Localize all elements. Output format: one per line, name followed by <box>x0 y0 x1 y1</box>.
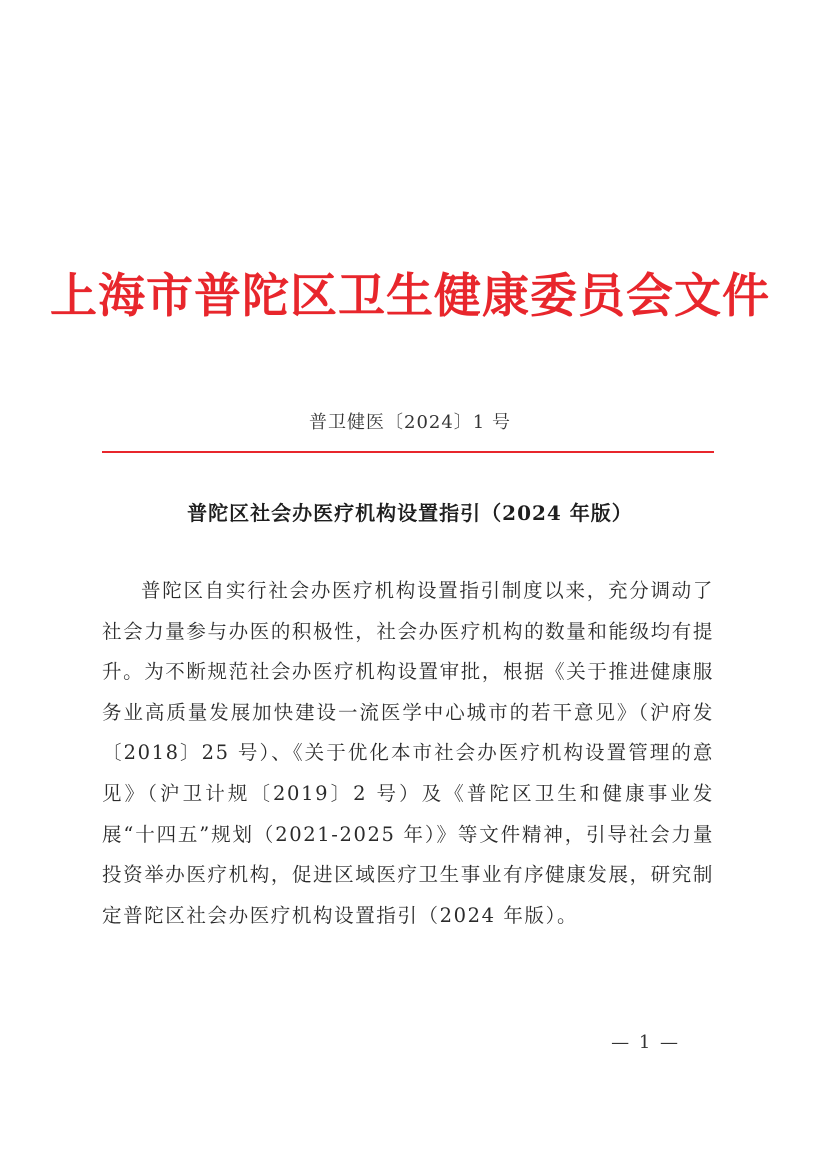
issuing-authority-header: 上海市普陀区卫生健康委员会文件 <box>50 269 770 324</box>
body-paragraph: 普陀区自实行社会办医疗机构设置指引制度以来，充分调动了社会力量参与办医的积极性，社会办医疗机构的数量和能级均有提升。为不断规范社会办医疗机构设置审批，根据《关于推进健康服务业高质量发展加快建设一流医学中心城市的若干意见》（沪府发〔2018〕25 号）、《关于优化本市社会办医疗机构设置管理的意见》（沪卫计规〔2019〕2 号）及《普陀区卫生和健康事业发展“十四五”规划（2021-2025 年）》等文件精神，引导社会力量投资举办医疗机构，促进区域医疗卫生事业有序健康发展，研究制定普陀区社会办医疗机构设置指引（2024 年版）。 <box>102 579 714 927</box>
page-number: — 1 — <box>611 1032 680 1053</box>
red-divider-line <box>102 451 714 453</box>
document-title: 普陀区社会办医疗机构设置指引（2024 年版） <box>187 501 633 525</box>
document-number: 普卫健医〔2024〕1 号 <box>309 412 511 433</box>
